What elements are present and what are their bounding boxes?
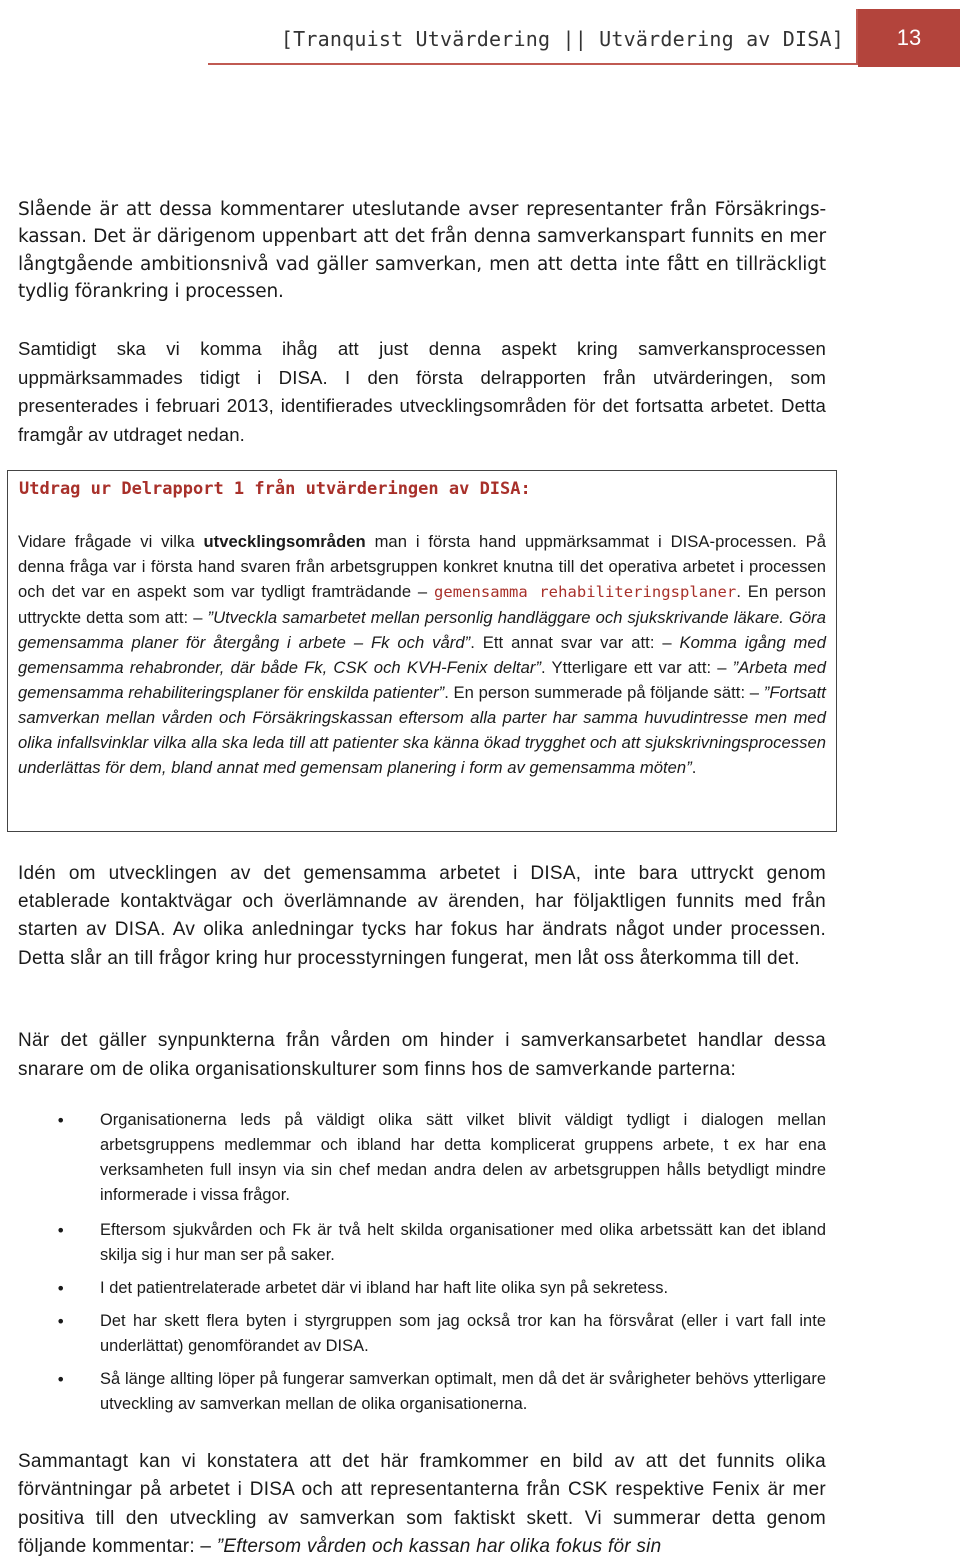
excerpt-body: [18, 529, 826, 780]
excerpt-quote: Komma igång med gemensamma rehabronder, där både Fk, CSK och KVH-Fenix deltar”: [18, 633, 826, 677]
paragraph-5: [18, 1448, 826, 1562]
excerpt-text: . Ytterligare ett var att: –: [541, 658, 733, 677]
excerpt-quote: ”Fortsatt samverkan mellan vården och Försäkringskassan eftersom alla parter har samma huvudintresse men med olika infallsvinklar vilka alla ska leda till att patienter ska känna ökad trygghet och att sjukskrivningsprocessen underlättas för dem, bland annat med gemensam planering i form av gemensamma möten”: [18, 683, 826, 777]
excerpt-text: . En person uttryckte detta som att: –: [18, 582, 827, 627]
list-item-text: Organisationerna leds på väldigt olika sätt vilket blivit väldigt tydligt i dialogen mellan arbetsgruppens medlemmar och ibland har detta komplicerat gruppens arbete, t ex har ena verksamheten full insyn via sin chef medan andra delen av arbetsgruppen hålls betydligt mindre informerade i vissa frågor.: [100, 1111, 826, 1204]
paragraph-3: Idén om utvecklingen av det gemensamma arbetet i DISA, inte bara uttryckt genom etablerade kontaktvägar och överlämnande av ärenden, har följaktligen funnits med från starten av DISA. Av olika anledningar tycks har fokus har ändrats något under processen. Detta slår an till frågor kring hur processtyrningen fungerat, men låt oss återkomma till det.: [18, 863, 826, 969]
excerpt-box: [7, 470, 837, 832]
excerpt-text: Vidare frågade vi vilka: [18, 532, 204, 551]
excerpt-text: . Ett annat svar var att: –: [470, 633, 680, 652]
list-item-text: I det patientrelaterade arbetet där vi ibland har haft lite olika syn på sekretess.: [100, 1279, 669, 1297]
paragraph-2: Samtidigt ska vi komma ihåg att just denna aspekt kring samverkansprocessen uppmärksammades tidigt i DISA. I den första delrapporten från utvärderingen, som presenterades i februari 2013, identifierades utvecklingsområden för det fortsatta arbetet. Detta framgår av utdraget nedan.: [18, 338, 826, 445]
excerpt-text: man i första hand uppmärksammat i DISA-processen. På denna fråga var i första hand svaren från arbetsgruppen konkret knutna till det operativa arbetet i processen och det var en aspekt som var tydligt framträdande –: [18, 532, 826, 601]
list-item-text: Så länge allting löper på fungerar samverkan optimalt, men då det är svårigheter behövs ytterligare utveckling av samverkan mellan de olika organisationerna.: [100, 1370, 826, 1413]
paragraph-5-quote: ”Eftersom vården och kassan har olika fokus för sin: [216, 1536, 662, 1558]
excerpt-text: . En person summerade på följande sätt: –: [444, 683, 764, 702]
excerpt-highlight: gemensamma rehabiliteringsplaner: [433, 583, 737, 601]
list-item-text: Eftersom sjukvården och Fk är två helt skilda organisationer med olika arbetssätt kan det ibland skilja sig i hur man ser på saker.: [100, 1221, 826, 1264]
excerpt-quote: ”Utveckla samarbetet mellan personlig handläggare och sjukskrivande läkare. Göra gemensamma planer för återgång i arbete – Fk och vård”: [18, 608, 826, 652]
bullet-icon: •: [56, 1370, 66, 1389]
page-number-badge: 13: [858, 9, 960, 67]
bullet-icon: •: [56, 1111, 66, 1130]
bullet-icon: •: [56, 1312, 66, 1331]
excerpt-heading: Utdrag ur Delrapport 1 från utvärderingen av DISA:: [19, 479, 531, 499]
paragraph-4: När det gäller synpunkterna från vården om hinder i samverkansarbetet handlar dessa snarare om de olika organisationskulturer som finns hos de samverkande parterna:: [18, 1030, 826, 1080]
paragraph-5-text: Sammantagt kan vi konstatera att det här framkommer en bild av att det funnits olika förväntningar på arbetet i DISA och att representanterna från CSK respektive Fenix är mer positiva till den utveckling av samverkan som faktiskt skett. Vi summerar detta genom följande kommentar: –: [18, 1451, 826, 1558]
page-header: [0, 5, 960, 65]
excerpt-emphasis: utvecklingsområden: [203, 532, 366, 551]
excerpt-quote: ”Arbeta med gemensamma rehabiliteringsplaner för enskilda patienter”: [18, 658, 826, 702]
bullet-icon: •: [56, 1221, 66, 1240]
header-rule: [208, 63, 858, 65]
bullet-icon: •: [56, 1279, 66, 1298]
list-item-text: Det har skett flera byten i styrgruppen som jag också tror kan ha försvårat (eller i vart fall inte underlättat) genomförandet av DISA.: [100, 1312, 826, 1355]
excerpt-text: .: [691, 758, 697, 777]
running-header-title: [Tranquist Utvärdering || Utvärdering av DISA]: [280, 27, 844, 51]
paragraph-1: Slående är att dessa kommentarer uteslutande avser representanter från Försäkrings-kassan. Det är därigenom uppenbart att det från denna samverkanspart funnits en mer långtgående ambitionsnivå vad gäller samverkan, men att detta inte fått en tillräckligt tydlig förankring i processen.: [18, 199, 826, 302]
